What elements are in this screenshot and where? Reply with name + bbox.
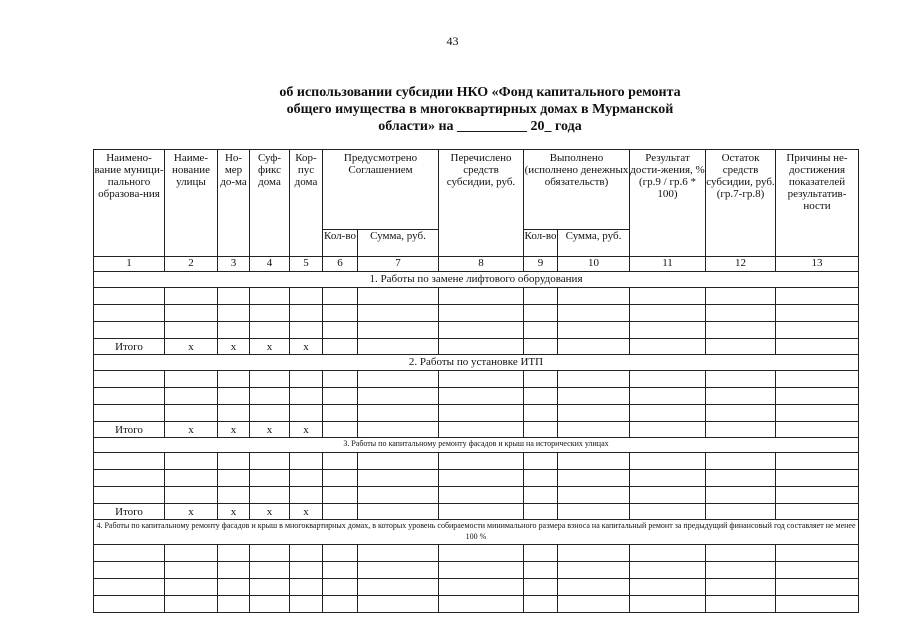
table-row: [94, 371, 859, 388]
table-row: [94, 579, 859, 596]
document-title: [200, 84, 760, 135]
section-row: [94, 355, 859, 371]
column-number: 11: [630, 257, 706, 272]
header-transferred: Перечислено средств субсидии, руб.: [439, 150, 524, 257]
header-completed-qty: Кол-во: [524, 230, 558, 257]
total-x: х: [218, 339, 250, 355]
section-row: [94, 272, 859, 288]
table-row: [94, 545, 859, 562]
table-row: [94, 470, 859, 487]
total-row: [94, 504, 859, 520]
table-row: [94, 562, 859, 579]
total-x: х: [218, 504, 250, 520]
table-row: [94, 405, 859, 422]
column-number: 3: [218, 257, 250, 272]
table-row: [94, 305, 859, 322]
total-x: х: [165, 504, 218, 520]
column-number: 2: [165, 257, 218, 272]
total-label: Итого: [94, 504, 165, 520]
title-line-2: общего имущества в многоквартирных домах в Мурманской: [286, 102, 674, 117]
total-x: х: [165, 339, 218, 355]
header-building: Кор-пус дома: [290, 150, 323, 257]
total-label: Итого: [94, 339, 165, 355]
section-title-2: 2. Работы по установке ИТП: [94, 355, 859, 371]
column-number: 4: [250, 257, 290, 272]
total-x: х: [218, 422, 250, 438]
header-planned: Предусмотрено Соглашением: [323, 150, 439, 230]
header-completed-sum: Сумма, руб.: [558, 230, 630, 257]
header-house-number: Но-мер до-ма: [218, 150, 250, 257]
title-line-3: области» на __________ 20_ года: [378, 119, 582, 134]
total-x: х: [290, 339, 323, 355]
header-balance: Остаток средств субсидии, руб. (гр.7-гр.8): [706, 150, 776, 257]
header-house-suffix: Суф-фикс дома: [250, 150, 290, 257]
header-planned-qty: Кол-во: [323, 230, 358, 257]
column-number: 8: [439, 257, 524, 272]
header-municipality: Наимено-вание муници-пального образова-ния: [94, 150, 165, 257]
column-number: 5: [290, 257, 323, 272]
section-title-1: 1. Работы по замене лифтового оборудования: [94, 272, 859, 288]
column-number-row: [94, 257, 859, 272]
subsidy-report-table: [93, 149, 859, 613]
column-number: 12: [706, 257, 776, 272]
table-row: [94, 288, 859, 305]
table-row: [94, 596, 859, 613]
total-x: х: [165, 422, 218, 438]
header-row-main: [94, 150, 859, 230]
header-completed: Выполнено (исполнено денежных обязательств): [524, 150, 630, 230]
section-row: [94, 520, 859, 545]
table-row: [94, 487, 859, 504]
table-row: [94, 322, 859, 339]
header-street: Наиме-нование улицы: [165, 150, 218, 257]
total-x: х: [250, 339, 290, 355]
table-row: [94, 453, 859, 470]
column-number: 6: [323, 257, 358, 272]
column-number: 9: [524, 257, 558, 272]
section-title-3: 3. Работы по капитальному ремонту фасадов и крыш на исторических улицах: [94, 438, 859, 453]
total-row: [94, 422, 859, 438]
section-title-4: 4. Работы по капитальному ремонту фасадов и крыш в многоквартирных домах, в которых уровень собираемости минимального размера взноса на капитальный ремонт за предыдущий финансовый год составляет не менее 100 %: [94, 520, 859, 545]
total-row: [94, 339, 859, 355]
total-x: х: [290, 422, 323, 438]
section-row: [94, 438, 859, 453]
column-number: 1: [94, 257, 165, 272]
total-x: х: [250, 422, 290, 438]
header-result: Результат дости-жения, % (гр.9 / гр.6 * 100): [630, 150, 706, 257]
column-number: 10: [558, 257, 630, 272]
total-x: х: [290, 504, 323, 520]
column-number: 7: [358, 257, 439, 272]
column-number: 13: [776, 257, 859, 272]
total-label: Итого: [94, 422, 165, 438]
header-reasons: Причины не-достижения показателей результатив-ности: [776, 150, 859, 257]
title-line-1: об использовании субсидии НКО «Фонд капитального ремонта: [279, 85, 681, 100]
total-x: х: [250, 504, 290, 520]
page-number: 43: [446, 34, 459, 48]
header-planned-sum: Сумма, руб.: [358, 230, 439, 257]
table-row: [94, 388, 859, 405]
